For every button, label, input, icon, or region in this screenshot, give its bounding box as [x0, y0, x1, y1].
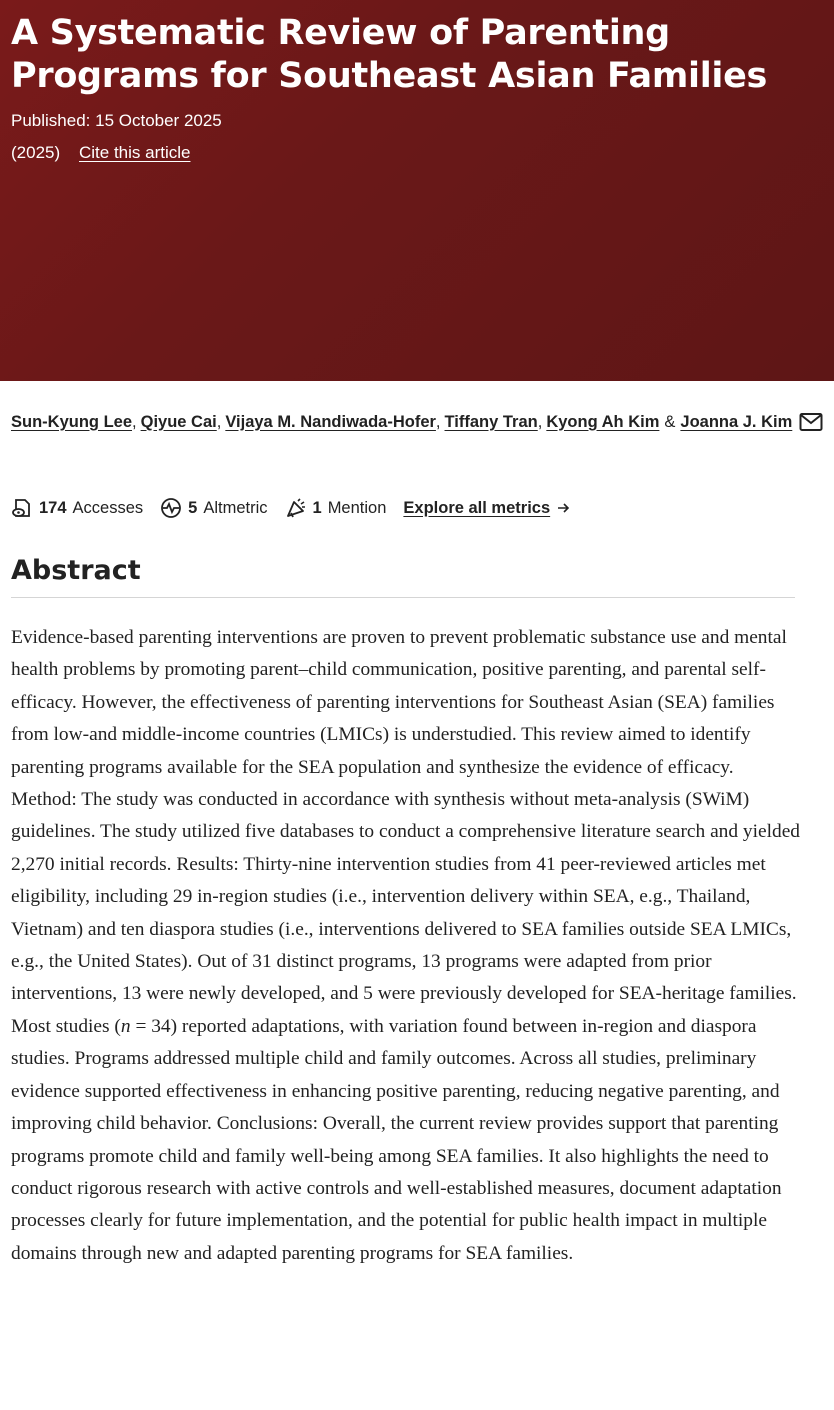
author-ampersand: &	[664, 412, 676, 431]
article-metrics-bar	[11, 494, 570, 522]
accesses-count: 174	[39, 498, 67, 517]
author-separator: ,	[435, 412, 441, 431]
author-link[interactable]: Tiffany Tran	[444, 412, 538, 431]
author-link[interactable]: Sun-Kyung Lee	[11, 412, 133, 431]
altmetric-count: 5	[188, 498, 198, 517]
explore-metrics-label: Explore all metrics	[403, 498, 551, 517]
email-icon[interactable]	[799, 412, 823, 432]
abstract-text-part-2: = 34) reported adaptations, with variation found between in-region and diaspora studies. Programs addressed multiple child and family outcomes. Across all studies, preliminary evidence supported effectiveness in enhancing positive parenting, reducing negative parenting, and improving child behavior. Conclusions: Overall, the current review provides support that parenting programs promote child and family well-being among SEA families. It also highlights the need to conduct rigorous research with active controls and well-established measures, document adaptation processes clearly for future implementation, and the potential for public health impact in multiple domains through new and adapted parenting programs for SEA families.	[11, 1015, 782, 1264]
altmetric-metric	[160, 497, 267, 519]
author-list	[11, 409, 823, 435]
author-link[interactable]: Qiyue Cai	[140, 412, 217, 431]
explore-all-metrics-link[interactable]	[403, 499, 570, 518]
accesses-icon	[11, 497, 33, 519]
author-link[interactable]: Joanna J. Kim	[680, 412, 793, 431]
altmetric-label: Altmetric	[203, 498, 268, 517]
article-title: A Systematic Review of Parenting Programs for Southeast Asian Families	[11, 13, 768, 96]
author-separator: ,	[537, 412, 543, 431]
accesses-metric	[11, 497, 143, 519]
article-header-banner	[0, 0, 834, 381]
section-divider	[11, 597, 795, 598]
mentions-metric	[285, 497, 387, 519]
author-separator: ,	[216, 412, 222, 431]
author-link[interactable]: Vijaya M. Nandiwada-Hofer	[225, 412, 436, 431]
abstract-text-part-1: Evidence-based parenting interventions are proven to prevent problematic substance use and mental health problems by promoting parent–child communication, positive parenting, and parental self-efficacy. However, the effectiveness of parenting interventions for Southeast Asian (SEA) families from low-and middle-income countries (LMICs) is understudied. This review aimed to identify parenting programs available for the SEA population and synthesize the evidence of efficacy. Method: The study was conducted in accordance with synthesis without meta-analysis (SWiM) guidelines. The study utilized five databases to conduct a comprehensive literature search and yielded 2,270 initial records. Results: Thirty-nine intervention studies from 41 peer-reviewed articles met eligibility, including 29 in-region studies (i.e., intervention delivery within SEA, e.g., Thailand, Vietnam) and ten diaspora studies (i.e., interventions delivered to SEA families outside SEA LMICs, e.g., the United States). Out of 31 distinct programs, 13 programs were adapted from prior interventions, 13 were newly developed, and 5 were previously developed for SEA-heritage families. Most studies (	[11, 627, 800, 1037]
sample-size-symbol: n	[120, 1015, 131, 1037]
mentions-label: Mention	[327, 498, 387, 517]
accesses-label: Accesses	[72, 498, 144, 517]
author-link[interactable]: Kyong Ah Kim	[546, 412, 660, 431]
publication-year: (2025)	[11, 143, 61, 162]
abstract-heading: Abstract	[11, 555, 141, 586]
altmetric-icon	[160, 497, 182, 519]
cite-this-article-link[interactable]: Cite this article	[79, 143, 191, 162]
megaphone-icon	[285, 497, 307, 519]
mentions-count: 1	[312, 498, 322, 517]
abstract-text	[11, 622, 801, 1270]
published-date: Published: 15 October 2025	[11, 111, 222, 130]
arrow-right-icon	[556, 501, 570, 515]
author-separator: ,	[132, 412, 137, 431]
